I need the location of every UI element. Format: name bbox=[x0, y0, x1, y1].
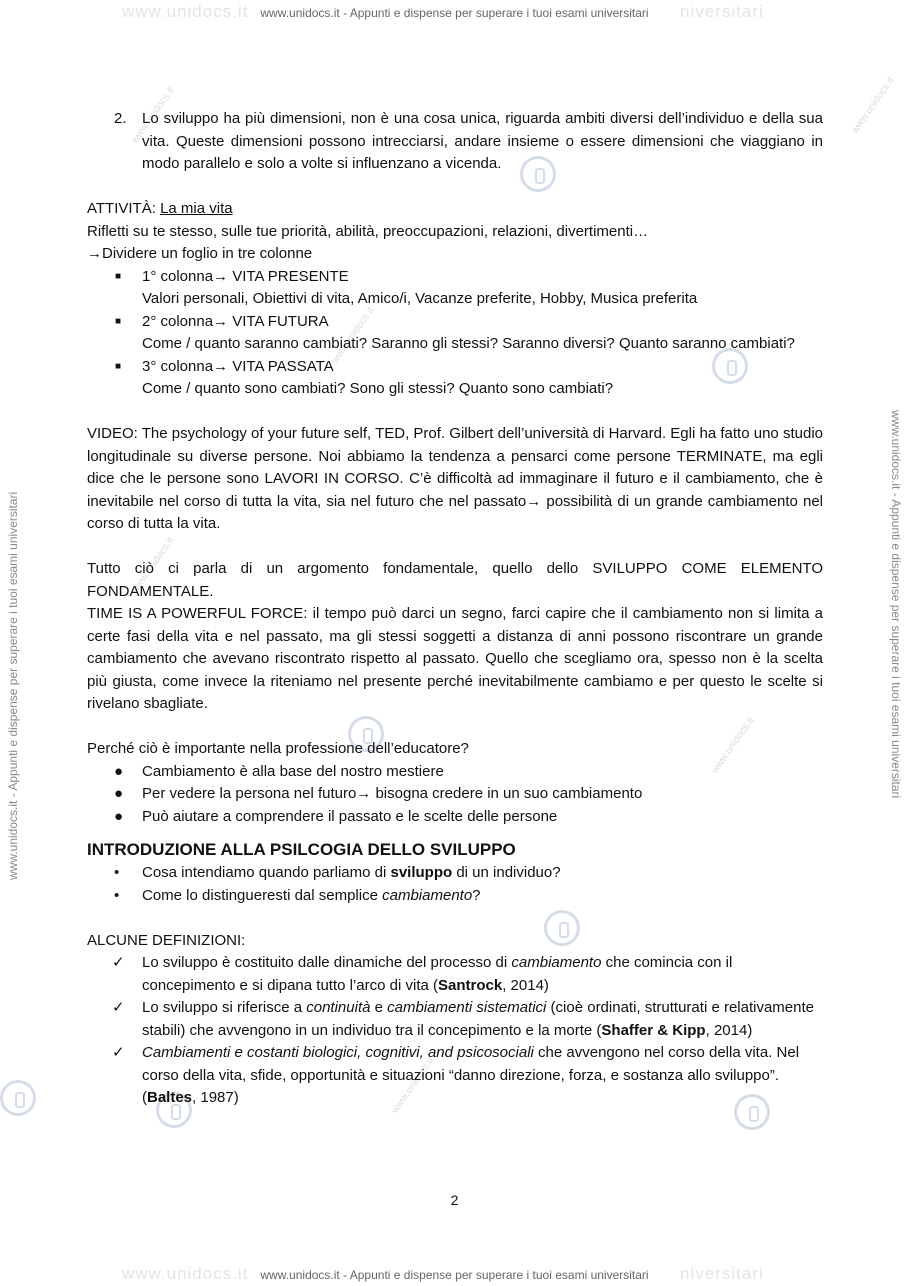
watermark-diagonal: www.unidocs.it bbox=[129, 535, 177, 596]
question-text: Cosa intendiamo quando parliamo di bbox=[142, 864, 391, 881]
bullet-icon: ● bbox=[114, 785, 124, 802]
list-item bbox=[87, 862, 823, 885]
list-item bbox=[87, 761, 823, 784]
question-emphasis: cambiamento bbox=[382, 886, 473, 904]
definition-item bbox=[87, 1042, 823, 1110]
column-heading: 3° colonna→ VITA PASSATA bbox=[142, 357, 334, 375]
list-item bbox=[87, 266, 823, 311]
bullet-icon: • bbox=[114, 864, 120, 881]
column-body: Come / quanto sono cambiati? Sono gli stessi? Quanto sono cambiati? bbox=[142, 380, 614, 397]
watermark-side-right: www.unidocs.it - Appunti e dispense per superare i tuoi esami universitari bbox=[889, 410, 903, 799]
definition-emphasis: cambiamenti sistematici bbox=[387, 999, 547, 1016]
square-bullet-icon: ■ bbox=[115, 315, 122, 327]
question-text: Come lo distingueresti dal semplice bbox=[142, 886, 383, 904]
watermark-diagonal: www.unidocs.it bbox=[709, 715, 757, 776]
watermark-header: www.unidocs.it - Appunti e dispense per superare i tuoi esami universitari bbox=[260, 6, 649, 20]
definition-emphasis: cambiamento bbox=[511, 954, 602, 971]
bullet-text: Può aiutare a comprendere il passato e le scelte delle persone bbox=[142, 807, 558, 825]
video-paragraph: VIDEO: The psychology of your future self, TED, Prof. Gilbert dell’università di Harvard. Egli ha fatto uno studio longitudinale su diverse persone. Noi abbiamo la tendenza a pensarci come persone TERMINATE, ma egli dice che le persone sono LAVORI IN CORSO. C’è difficoltà ad immaginare il futuro e il cambiamento, che è inevitabile nel corso di tutta la vita, sia nel futuro che nel passato→ possibilità di un grande cambiamento nel corso di tutta la vita. bbox=[87, 425, 823, 532]
definition-text: , 1987) bbox=[192, 1089, 239, 1106]
unidocs-logo-icon bbox=[0, 1080, 36, 1116]
section-heading: INTRODUZIONE ALLA PSILCOGIA DELLO SVILUPPO bbox=[87, 840, 516, 859]
list-item bbox=[87, 356, 823, 401]
column-heading: 2° colonna→ VITA FUTURA bbox=[142, 312, 329, 330]
why-question: Perché ciò è importante nella professione dell’educatore? bbox=[87, 740, 469, 757]
activity-title: La mia vita bbox=[160, 200, 233, 217]
watermark-ghost-bottom-right: niversitari bbox=[680, 1264, 764, 1283]
watermark-ghost-top: www.unidocs.it bbox=[122, 2, 249, 21]
list-item bbox=[87, 783, 823, 806]
watermark-ghost-bottom: www.unidocs.it bbox=[122, 1264, 249, 1283]
column-body: Come / quanto saranno cambiati? Saranno gli stessi? Saranno diversi? Quanto saranno cambiati? bbox=[142, 335, 795, 352]
watermark-diagonal: www.unidocs.it bbox=[389, 1055, 437, 1116]
watermark-diagonal: www.unidocs.it bbox=[329, 305, 377, 366]
fundamental-paragraph: Tutto ciò ci parla di un argomento fondamentale, quello dello SVILUPPO COME ELEMENTO FONDAMENTALE. bbox=[87, 560, 823, 600]
definition-item bbox=[87, 952, 823, 997]
definition-emphasis: continuità bbox=[306, 999, 371, 1016]
bullet-text: Cambiamento è alla base del nostro mestiere bbox=[142, 762, 444, 780]
watermark-ghost-top-right: niversitari bbox=[680, 2, 764, 21]
definition-text: , 2014) bbox=[502, 976, 549, 994]
definition-author: Shaffer & Kipp bbox=[601, 1021, 706, 1039]
list-item bbox=[87, 885, 823, 908]
list-item bbox=[87, 806, 823, 829]
definition-text: e bbox=[370, 999, 388, 1016]
definition-text: , 2014) bbox=[705, 1021, 753, 1039]
activity-label: ATTIVITÀ: bbox=[87, 200, 161, 217]
watermark-diagonal: www.unidocs.it bbox=[849, 75, 897, 136]
list-item bbox=[87, 311, 823, 356]
checkmark-icon: ✓ bbox=[112, 954, 125, 971]
bullet-text: Per vedere la persona nel futuro→ bisogna credere in un suo cambiamento bbox=[142, 785, 643, 802]
watermark-diagonal: www.unidocs.it bbox=[129, 85, 177, 146]
column-body: Valori personali, Obiettivi di vita, Amico/i, Vacanze preferite, Hobby, Musica preferita bbox=[142, 290, 698, 307]
watermark-footer: www.unidocs.it - Appunti e dispense per superare i tuoi esami universitari bbox=[260, 1268, 649, 1282]
activity-instructions: Rifletti su te stesso, sulle tue priorità, abilità, preoccupazioni, relazioni, divertimenti… bbox=[87, 222, 649, 240]
checkmark-icon: ✓ bbox=[112, 999, 125, 1016]
activity-title-line bbox=[87, 198, 823, 221]
square-bullet-icon: ■ bbox=[115, 270, 122, 282]
definition-author: Santrock bbox=[438, 976, 503, 994]
bullet-icon: ● bbox=[114, 807, 124, 825]
bullet-icon: ● bbox=[114, 762, 124, 780]
numbered-item-2 bbox=[87, 108, 823, 176]
definition-text: (cioè ordinati, strutturati e relativamente stabili) che avvengono in un individuo tra il concepimento e la morte ( bbox=[142, 999, 814, 1039]
bullet-icon: • bbox=[114, 886, 120, 904]
checkmark-icon: ✓ bbox=[112, 1044, 125, 1061]
item-number: 2. bbox=[114, 110, 127, 127]
activity-divide: →Dividere un foglio in tre colonne bbox=[87, 245, 313, 262]
definition-text: che comincia con il concepimento e si dipana tutto l’arco di vita ( bbox=[142, 954, 733, 994]
question-emphasis: sviluppo bbox=[390, 864, 453, 881]
watermark-side-left: www.unidocs.it - Appunti e dispense per superare i tuoi esami universitari bbox=[6, 491, 20, 880]
question-text: di un individuo? bbox=[452, 864, 561, 881]
square-bullet-icon: ■ bbox=[115, 360, 122, 372]
document-body bbox=[87, 108, 823, 1110]
time-paragraph: TIME IS A POWERFUL FORCE: il tempo può darci un segno, farci capire che il cambiamento non si limita a certe fasi della vita e nel passato, ma gli stessi soggetti a distanza di anni possono riscontrare un grande cambiamento che avevano riscontrato rispetto al passato. Quello che scegliamo ora, spesso non è la scelta più giusta, come invece la riteniamo nel presente perché inevitabilmente cambiamo e per questo le scelte si rivelano sbagliate. bbox=[87, 605, 823, 712]
definition-text: che avvengono nel corso della vita. Nel corso della vita, sfide, opportunità e situazioni “danno direzione, forza, e sostanza allo sviluppo”. ( bbox=[142, 1044, 800, 1106]
definition-text: Lo sviluppo si riferisce a bbox=[142, 999, 307, 1016]
question-text: ? bbox=[472, 886, 481, 904]
definition-text: Lo sviluppo è costituito dalle dinamiche del processo di bbox=[142, 954, 512, 971]
definition-author: Baltes bbox=[147, 1089, 193, 1106]
column-heading: 1° colonna→ VITA PRESENTE bbox=[142, 267, 349, 285]
definitions-label: ALCUNE DEFINIZIONI: bbox=[87, 931, 246, 949]
definition-item bbox=[87, 997, 823, 1042]
item-text: Lo sviluppo ha più dimensioni, non è una cosa unica, riguarda ambiti diversi dell’individuo e della sua vita. Queste dimensioni possono intrecciarsi, andare insieme o essere dimensioni che viaggiano in modo parallelo e solo a volte si influenzano a vicenda. bbox=[142, 110, 823, 172]
page-number: 2 bbox=[450, 1192, 459, 1208]
definition-emphasis: Cambiamenti e costanti biologici, cognitivi, and psicosociali bbox=[142, 1044, 534, 1061]
